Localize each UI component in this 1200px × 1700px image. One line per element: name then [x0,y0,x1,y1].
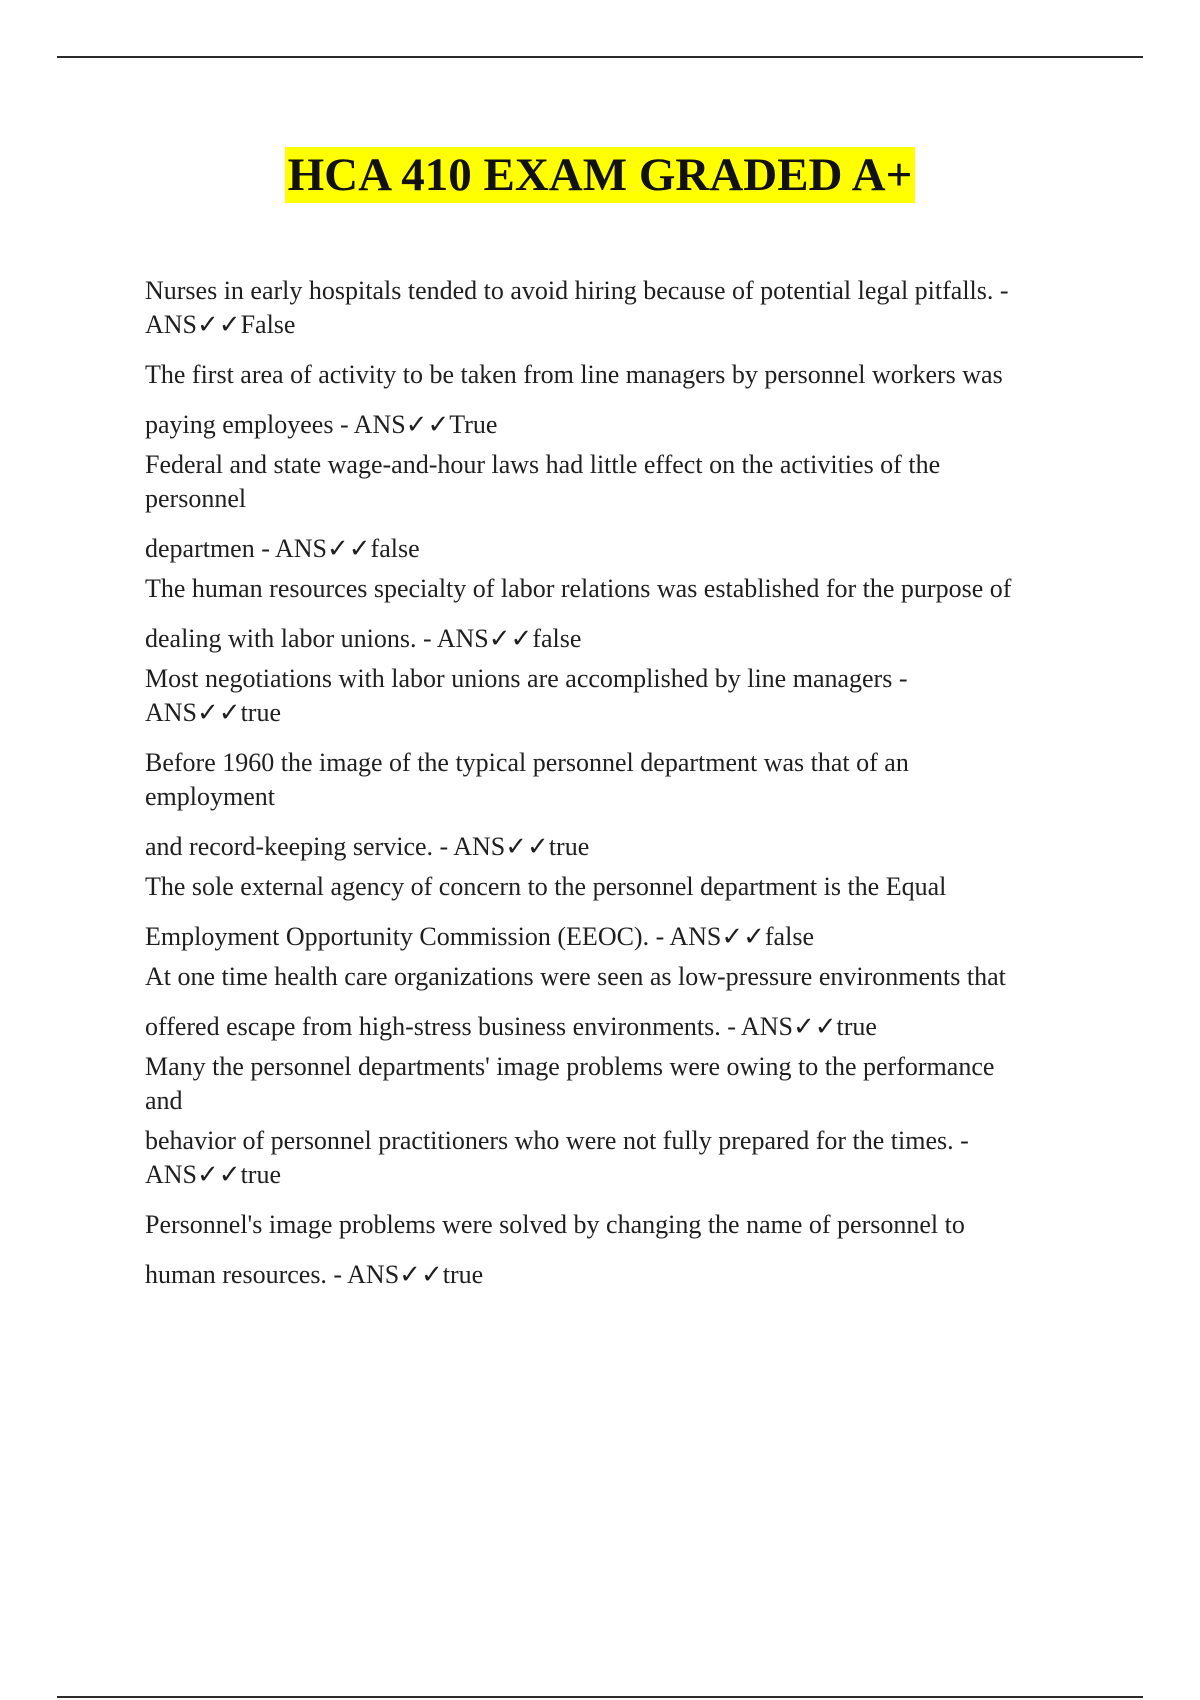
title-block [0,147,1200,203]
qa-line: Before 1960 the image of the typical personnel department was that of an [145,748,909,777]
qa-line: and [145,1086,183,1115]
qa-answer-line: dealing with labor unions. - ANS✓✓false [145,624,582,653]
qa-line: The first area of activity to be taken from line managers by personnel workers was [145,360,1003,389]
qa-answer-line: and record-keeping service. - ANS✓✓true [145,832,590,861]
qa-answer-line: ANS✓✓true [145,698,282,727]
header-rule [57,56,1143,58]
qa-answer-line: human resources. - ANS✓✓true [145,1260,484,1289]
qa-line: The human resources specialty of labor relations was established for the purpose of [145,574,1012,603]
qa-line: Many the personnel departments' image problems were owing to the performance [145,1052,995,1081]
footer-rule [57,1696,1143,1698]
qa-answer-line: paying employees - ANS✓✓True [145,410,498,439]
qa-line: Nurses in early hospitals tended to avoid hiring because of potential legal pitfalls. - [145,276,1009,305]
qa-answer-line: ANS✓✓true [145,1160,282,1189]
qa-answer-line: departmen - ANS✓✓false [145,534,420,563]
qa-answer-line: ANS✓✓False [145,310,296,339]
qa-line: personnel [145,484,247,513]
qa-list [145,274,1105,1292]
qa-line: At one time health care organizations were seen as low-pressure environments that [145,962,1006,991]
qa-answer-line: offered escape from high-stress business environments. - ANS✓✓true [145,1012,877,1041]
qa-line: employment [145,782,275,811]
qa-line: Personnel's image problems were solved by changing the name of personnel to [145,1210,965,1239]
qa-line: behavior of personnel practitioners who were not fully prepared for the times. - [145,1126,969,1155]
qa-line: Most negotiations with labor unions are accomplished by line managers - [145,664,908,693]
document-title: HCA 410 EXAM GRADED A+ [285,147,916,203]
qa-answer-line: Employment Opportunity Commission (EEOC). - ANS✓✓false [145,922,814,951]
qa-line: The sole external agency of concern to the personnel department is the Equal [145,872,947,901]
qa-line: Federal and state wage-and-hour laws had little effect on the activities of the [145,450,941,479]
